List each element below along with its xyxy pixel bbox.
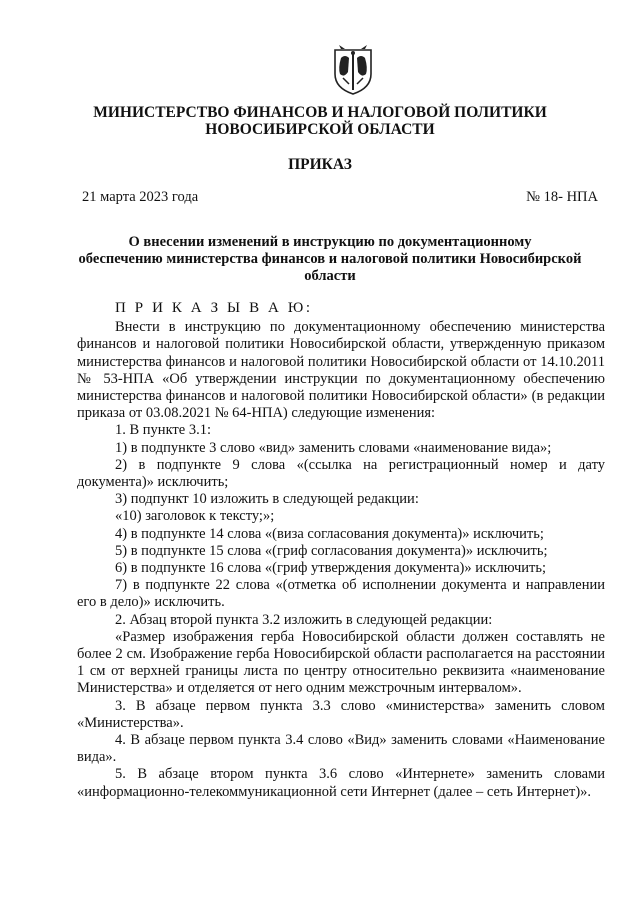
body-paragraph: 2) в подпункте 9 слова «(ссылка на регистрационный номер и дату документа)» исключить; bbox=[77, 456, 605, 491]
document-number: № 18- НПА bbox=[526, 189, 598, 205]
body-paragraph: Внести в инструкцию по документационному обеспечению министерства финансов и налоговой политики Новосибирской области, утвержденную приказом министерства финансов и налоговой политики Новосибирской области от 14.10.2011 № 53-НПА «Об утверждении инструкции по документационному обеспечению министерства финансов и налоговой политики Новосибирской области» (в редакции приказа от 03.08.2021 № 64-НПА) следующие изменения: bbox=[77, 319, 605, 422]
subject-line: обеспечению министерства финансов и налоговой политики Новосибирской bbox=[78, 251, 582, 267]
ministry-name-line2: НОВОСИБИРСКОЙ ОБЛАСТИ bbox=[205, 121, 435, 138]
body-paragraph: 5) в подпункте 15 слова «(гриф согласования документа)» исключить; bbox=[115, 542, 548, 559]
body-paragraph: 7) в подпункте 22 слова «(отметка об исполнении документа и направлении его в дело)» исключить. bbox=[77, 577, 605, 611]
body-paragraph: 2. Абзац второй пункта 3.2 изложить в следующей редакции: bbox=[115, 611, 493, 628]
body-paragraph: 3. В абзаце первом пункта 3.3 слово «министерства» заменить словом «Министерства». bbox=[77, 697, 605, 731]
body-paragraph: «Размер изображения герба Новосибирской области должен составлять не более 2 см. Изображение герба Новосибирской области располагается на расстоянии 1 см от верхней границы листа по центру относительно реквизита «наименование Министерства» и отделяется от него одним межстрочным интервалом». bbox=[77, 628, 605, 697]
body-paragraph: «10) заголовок к тексту;»; bbox=[115, 508, 275, 525]
document-body bbox=[77, 300, 605, 801]
ministry-name-line1: МИНИСТЕРСТВО ФИНАНСОВ И НАЛОГОВОЙ ПОЛИТИКИ bbox=[93, 104, 547, 121]
document-type: ПРИКАЗ bbox=[288, 156, 352, 173]
coat-of-arms-novosibirsk-icon bbox=[331, 44, 375, 96]
body-paragraph: 6) в подпункте 16 слова «(гриф утверждения документа)» исключить; bbox=[115, 560, 546, 577]
body-paragraph: 1) в подпункте 3 слово «вид» заменить словами «наименование вида»; bbox=[115, 439, 552, 456]
body-paragraph: 1. В пункте 3.1: bbox=[115, 422, 211, 439]
document-date: 21 марта 2023 года bbox=[82, 189, 199, 205]
body-paragraph: 3) подпункт 10 изложить в следующей редакции: bbox=[115, 491, 419, 508]
body-paragraph: 5. В абзаце втором пункта 3.6 слово «Интернете» заменить словами «информационно-телекоммуникационной сети Интернет (далее – сеть Интернет)». bbox=[77, 766, 605, 800]
body-paragraph: 4. В абзаце первом пункта 3.4 слово «Вид» заменить словами «Наименование вида». bbox=[77, 732, 605, 766]
subject-line: О внесении изменений в инструкцию по документационному bbox=[128, 234, 532, 250]
body-paragraph: 4) в подпункте 14 слова «(виза согласования документа)» исключить; bbox=[115, 525, 544, 542]
subject-line: области bbox=[304, 268, 356, 284]
order-word: П Р И К А З Ы В А Ю: bbox=[115, 300, 313, 316]
document-subject bbox=[60, 234, 600, 285]
